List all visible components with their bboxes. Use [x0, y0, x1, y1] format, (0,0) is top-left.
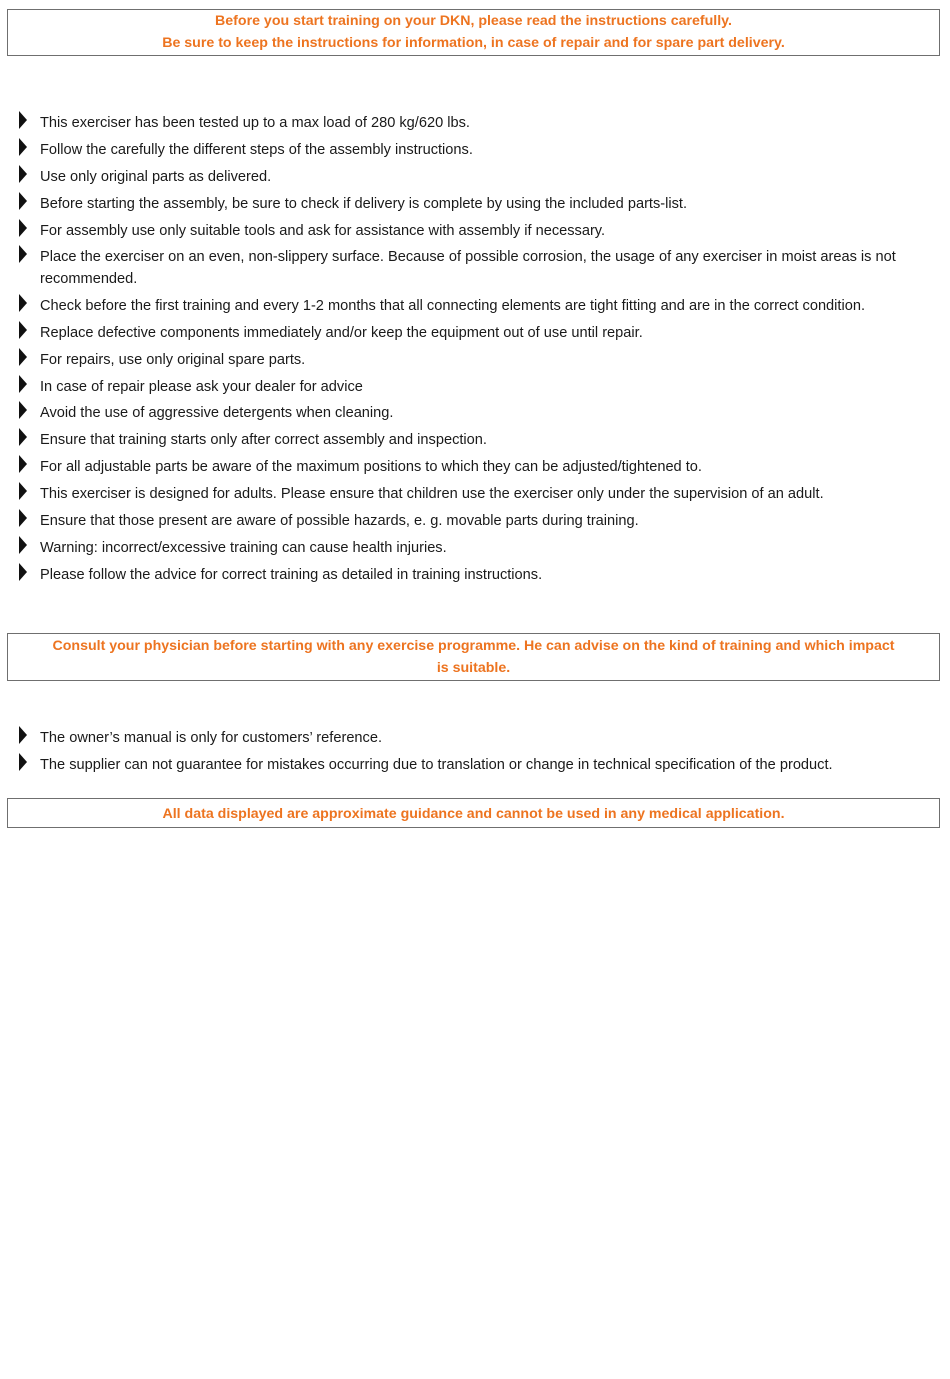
list-item-text: Please follow the advice for correct training as detailed in training instructions. [40, 566, 543, 583]
triangle-right-icon [19, 536, 27, 554]
triangle-right-icon [19, 111, 27, 129]
triangle-right-icon [19, 192, 27, 210]
list-item [17, 728, 937, 750]
list-item [17, 755, 937, 777]
list-item [17, 323, 937, 345]
triangle-right-icon [19, 509, 27, 527]
list-item-text: Follow the carefully the different steps of the assembly instructions. [40, 141, 473, 158]
list-item-text: Before starting the assembly, be sure to check if delivery is complete by using the included parts-list. [40, 195, 688, 212]
triangle-right-icon [19, 726, 27, 744]
list-item [17, 484, 937, 506]
notice-line: Consult your physician before starting with any exercise programme. He can advise on the kind of training and which impact [52, 638, 895, 654]
notice-line: Before you start training on your DKN, please read the instructions carefully. [215, 13, 732, 29]
list-item-text: Ensure that those present are aware of possible hazards, e. g. movable parts during training. [40, 512, 639, 529]
list-item-text: This exerciser is designed for adults. Please ensure that children use the exerciser only under the supervision of an adult. [40, 486, 824, 503]
list-item-text: Warning: incorrect/excessive training can cause health injuries. [40, 539, 447, 556]
manual-notes-list [17, 728, 937, 782]
triangle-right-icon [19, 348, 27, 366]
triangle-right-icon [19, 165, 27, 183]
list-item [17, 511, 937, 533]
list-item [17, 167, 937, 189]
triangle-right-icon [19, 138, 27, 156]
list-item-text: Replace defective components immediately and/or keep the equipment out of use until repair. [40, 324, 643, 341]
list-item-text: This exerciser has been tested up to a max load of 280 kg/620 lbs. [40, 115, 470, 131]
list-item [17, 565, 937, 587]
triangle-right-icon [19, 482, 27, 500]
list-item [17, 538, 937, 560]
triangle-right-icon [19, 428, 27, 446]
list-item-text: Check before the first training and every 1-2 months that all connecting elements are tight fitting and are in the correct condition. [40, 297, 866, 314]
list-item [17, 377, 937, 399]
notice-box-physician [7, 633, 940, 681]
list-item-text: For repairs, use only original spare parts. [40, 351, 306, 368]
list-item-text: For assembly use only suitable tools and ask for assistance with assembly if necessary. [40, 222, 606, 239]
list-item [17, 430, 937, 452]
list-item-text: The owner’s manual is only for customers’ reference. [40, 730, 383, 746]
list-item-text: In case of repair please ask your dealer for advice [40, 378, 363, 395]
list-item [17, 350, 937, 372]
triangle-right-icon [19, 455, 27, 473]
list-item [17, 403, 937, 425]
list-item-text: Use only original parts as delivered. [40, 168, 272, 185]
safety-instructions-list [17, 113, 937, 592]
triangle-right-icon [19, 753, 27, 771]
list-item [17, 221, 937, 243]
list-item [17, 194, 937, 216]
triangle-right-icon [19, 321, 27, 339]
list-item [17, 247, 937, 290]
list-item [17, 140, 937, 162]
triangle-right-icon [19, 401, 27, 419]
list-item-text: For all adjustable parts be aware of the maximum positions to which they can be adjusted/tightened to. [40, 459, 702, 476]
triangle-right-icon [19, 245, 27, 263]
list-item-text: Place the exerciser on an even, non-slippery surface. Because of possible corrosion, the usage of any exerciser in moist areas is not recommended. [40, 249, 896, 287]
notice-box-instructions [7, 9, 940, 56]
triangle-right-icon [19, 563, 27, 581]
list-item-text: Avoid the use of aggressive detergents when cleaning. [40, 405, 394, 422]
notice-line: is suitable. [436, 659, 511, 676]
notice-line: Be sure to keep the instructions for information, in case of repair and for spare part delivery. [162, 34, 785, 51]
triangle-right-icon [19, 294, 27, 312]
list-item [17, 457, 937, 479]
notice-box-data-disclaimer [7, 798, 940, 828]
list-item-text: Ensure that training starts only after correct assembly and inspection. [40, 432, 487, 449]
triangle-right-icon [19, 219, 27, 237]
list-item-text: The supplier can not guarantee for mistakes occurring due to translation or change in technical specification of the product. [40, 756, 833, 773]
notice-line: All data displayed are approximate guidance and cannot be used in any medical application. [162, 806, 785, 822]
triangle-right-icon [19, 375, 27, 393]
list-item [17, 296, 937, 318]
list-item [17, 113, 937, 135]
